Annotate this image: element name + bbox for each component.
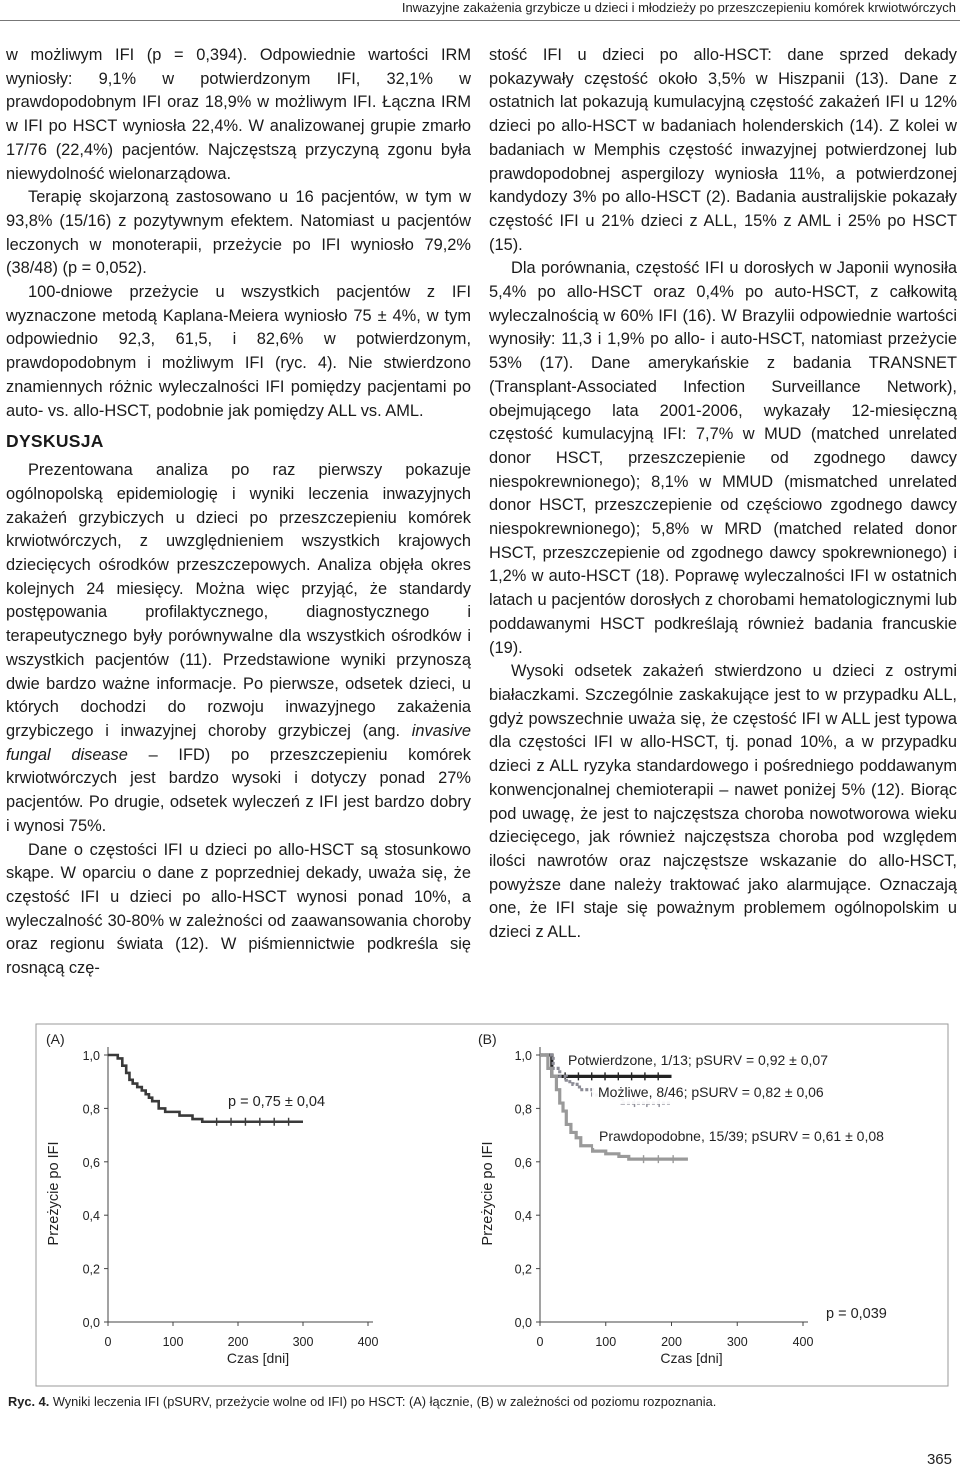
left-paragraph-2: Terapię skojarzoną zastosowano u 16 pacjentów, w tym w 93,8% (15/16) z pozytywnym efektem. Natomiast u pacjentów leczonych w monoterapii, przeżycie po IFI wyniosło 79,2% (38/48) (p = 0,052). [6, 188, 471, 278]
figure-4 [8, 1022, 952, 1392]
figure-caption-label: Ryc. 4. [8, 1394, 50, 1409]
y-tick-label-1-0: 0,0 [514, 1316, 532, 1330]
x-tick-label-1-0: 0 [536, 1335, 544, 1349]
y-tick-label-0-5: 1,0 [82, 1049, 100, 1063]
x-tick-label-0-2: 200 [227, 1335, 249, 1349]
legend-entry-1: Możliwe, 8/46; pSURV = 0,82 ± 0,06 [598, 1084, 824, 1100]
y-tick-label-0-2: 0,4 [82, 1209, 100, 1224]
figure-4-svg [8, 1022, 952, 1392]
x-tick-label-1-4: 400 [792, 1335, 814, 1349]
x-tick-label-0-1: 100 [162, 1335, 184, 1349]
x-tick-label-1-3: 300 [726, 1335, 748, 1349]
right-paragraph-2: Dla porównania, częstość IFI u dorosłych w Japonii wynosiła 5,4% po allo-HSCT oraz 0,4% po auto-HSCT, z całkowitą wyleczalnością w 60% IFI (16). W Brazylii odpowiednie wartości wynosiły: 11,3 i 1,9% po allo- i auto-HSCT, natomiast przeżycie 53% (17). Dane amerykańskie z badania TRANSNET (Transplant-Associated Infection Surveillance Network), obejmującego lata 2001-2006, wykazały 12-miesięczną częstość kumulacyjną IFI: 7,7% w MUD (matched unrelated donor HSCT, przeszczepienie od zgodnego dawcy niespokrewnionego); 8,1% w MMUD (mismatched unrelated donor HSCT, przeszczepienie od częściowo zgodnego dawcy niespokrewnionego); 5,8% w MRD (matched related donor HSCT, przeszczepienie od zgodnego dawcy spokrewnionego) i 1,2% w auto-HSCT (18). Poprawę wyleczalności IFI w ostatnich latach u pacjentów dorosłych z chorobami hematologicznymi lub poddawanymi HSCT podkreślają również badania francuskie (19). [489, 259, 957, 657]
p-value-annotation-0: p = 0,75 ± 0,04 [228, 1094, 326, 1110]
survival-curve-0-0 [108, 1055, 303, 1122]
left-paragraph-4-part-a: Prezentowana analiza po raz pierwszy pokazuje ogólnopolską epidemiologię i wyniki leczenia inwazyjnych zakażeń grzybiczych u dzieci po przeszczepieniu komórek krwiotwórczych, z uwzględnieniem wszystkich krajowych dziecięcych ośrodków przeszczepowych. Analiza objęła okres kolejnych 24 miesięcy. Można więc przyjąć, że standardy postępowania profilaktycznego, diagnostycznego i terapeutycznego były porównywalne dla wszystkich ośrodków i wszystkich pacjentów (11). Przedstawione wyniki przynoszą dwie bardzo ważne informacje. Po pierwsze, odsetek dzieci, u których dochodzi do rozwoju inwazyjnego zakażenia grzybiczego i inwazyjnej choroby grzybiczej (ang. [6, 461, 471, 740]
y-tick-label-0-0: 0,0 [82, 1316, 100, 1330]
x-tick-label-0-0: 0 [104, 1335, 112, 1349]
y-tick-label-0-4: 0,8 [82, 1102, 100, 1117]
y-tick-label-0-1: 0,2 [82, 1262, 100, 1277]
x-tick-label-0-4: 400 [357, 1335, 379, 1349]
left-paragraph-3: 100-dniowe przeżycie u wszystkich pacjentów z IFI wyznaczone metodą Kaplana-Meiera wyniosło 75 ± 4%, w tym odpowiednio 92,3, 61,5, i 82,6% w potwierdzonym, prawdopodobnym i możliwym IFI (ryc. 4). Nie stwierdzono znamiennych różnic wyleczalności IFI pomiędzy pacjentami po auto- vs. allo-HSCT, podobnie jak pomiędzy ALL vs. AML. [6, 283, 471, 420]
running-header [0, 0, 960, 22]
x-tick-label-1-2: 200 [661, 1335, 682, 1349]
left-paragraph-1: w możliwym IFI (p = 0,394). Odpowiednie wartości IRM wyniosły: 9,1% w potwierdzonym IFI, 32,1% w prawdopodobnym IFI oraz 18,9% w możliwym IFI. Łączna IRM w IFI po HSCT wyniosła 22,4%. W analizowanej grupie zmarło 17/76 (22,4%) pacjentów. Najczęstszą przyczyną zgonu była niewydolność wielonarządowa. [6, 46, 471, 183]
section-heading-discussion: DYSKUSJA [6, 431, 104, 452]
panel-label-1: (B) [478, 1031, 497, 1047]
y-tick-label-1-3: 0,6 [514, 1155, 532, 1170]
x-tick-label-0-3: 300 [292, 1335, 314, 1349]
y-tick-label-1-5: 1,0 [514, 1049, 532, 1063]
x-axis-title-0: Czas [dni] [226, 1350, 290, 1366]
legend-entry-0: Potwierdzone, 1/13; pSURV = 0,92 ± 0,07 [568, 1052, 828, 1068]
left-paragraph-5: Dane o częstości IFI u dzieci po allo-HSCT są stosunkowo skąpe. W oparciu o dane z poprzedniej dekady, uważa się, że częstość IFI u dzieci po allo-HSCT wynosi ponad 10%, a wyleczalność 30-80% w zależności od zaawansowania choroby oraz regionu świata (12). W piśmiennictwie podkreśla się rosnącą czę- [6, 840, 471, 978]
page-number: 365 [926, 1451, 952, 1468]
x-tick-label-1-1: 100 [595, 1335, 617, 1349]
legend-entry-2: Prawdopodobne, 15/39; pSURV = 0,61 ± 0,08 [599, 1128, 884, 1144]
y-axis-title-1: Przeżycie po IFI [480, 1141, 496, 1246]
header-rule [0, 20, 960, 21]
y-axis-title-0: Przeżycie po IFI [46, 1141, 62, 1246]
right-paragraph-1: stość IFI u dzieci po allo-HSCT: dane sprzed dekady pokazywały częstość około 3,5% w Hiszpanii (13). Dane z ostatnich lat pokazują kumulacyjną częstość zakażeń IFI u 12% dzieci po allo-HSCT w badaniach holenderskich (14). Z kolei w badaniach w Memphis częstość inwazyjnej potwierdzonej lub prawdopodobnej aspergilozy wyniosła 11%, a potwierdzonej kandydozy 3% po allo-HSCT (2). Badania australijskie pokazały częstość IFI u 21% dzieci z ALL, 15% z AML i 25% po HSCT (15). [489, 46, 957, 254]
right-paragraph-3: Wysoki odsetek zakażeń stwierdzono u dzieci z ostrymi białaczkami. Szczególnie zaskakujące jest to w przypadku ALL, gdyż powszechnie uważa się, że częstość IFI w ALL jest typowa dla częstości IFI w allo-HSCT, tj. ponad 10%, a w przypadku dzieci z ALL ryzyka standardowego i pośredniego poddawanym konwencjonalnej chemioterapii – nawet poniżej 5% (12). Biorąc pod uwagę, że jest to najczęstsza choroba nowotworowa wieku dziecięcego, jak również najczęstsza choroba pod względem ilości nawrotów oraz najczęstsze wskazanie do allo-HSCT, powyższe dane należy traktować jako alarmujące. Oznaczają one, że IFI staje się poważnym problemem ogólnopolskim u dzieci z ALL. [489, 662, 957, 942]
y-tick-label-0-3: 0,6 [82, 1155, 100, 1170]
left-paragraph-4 [6, 459, 471, 838]
y-tick-label-1-4: 0,8 [514, 1102, 532, 1117]
y-tick-label-1-2: 0,4 [514, 1209, 532, 1224]
left-paragraph-4-part-b: – IFD) po przeszczepieniu komórek krwiotwórczych jest bardzo wysoki i dotyczy ponad 27% pacjentów. Po drugie, odsetek wyleczeń z IFI jest bardzo dobry i wynosi 75%. [6, 745, 471, 835]
running-title: Inwazyjne zakażenia grzybicze u dzieci i młodzieży po przeszczepieniu komórek krwiotwórczych [401, 0, 956, 15]
panel-label-0: (A) [46, 1031, 65, 1047]
figure-caption [8, 1394, 952, 1409]
left-column [6, 44, 471, 981]
right-column [489, 44, 957, 945]
x-axis-title-1: Czas [dni] [660, 1350, 723, 1366]
figure-caption-text: Wyniki leczenia IFI (pSURV, przeżycie wolne od IFI) po HSCT: (A) łącznie, (B) w zależności od poziomu rozpoznania. [49, 1394, 717, 1409]
y-tick-label-1-1: 0,2 [514, 1262, 532, 1277]
left-paragraph-4-italic: invasive fungal disease [6, 721, 471, 764]
p-value-annotation-1: p = 0,039 [826, 1306, 887, 1322]
